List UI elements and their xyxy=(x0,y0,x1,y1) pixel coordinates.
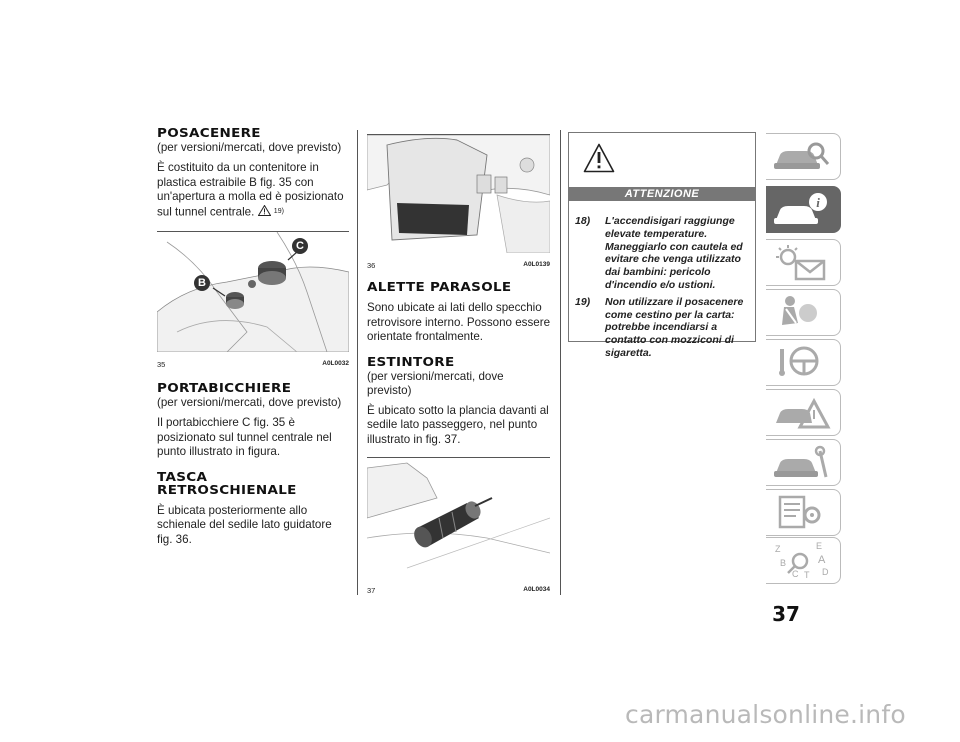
svg-text:D: D xyxy=(822,567,829,577)
light-envelope-icon xyxy=(772,243,832,281)
chapter-tab-dashboard[interactable] xyxy=(766,133,841,180)
warning-item-number: 19) xyxy=(575,295,591,308)
chapter-tab-knowing-car[interactable] xyxy=(766,186,841,233)
column-3 xyxy=(568,132,756,359)
tasca-heading-line2: RETROSCHIENALE xyxy=(157,483,297,498)
car-magnifier-icon xyxy=(772,137,832,175)
posacenere-ref: 19) xyxy=(273,207,284,215)
warning-item-19 xyxy=(575,296,751,360)
warning-item-18 xyxy=(575,215,751,292)
figure-35-code: A0L0032 xyxy=(322,360,349,368)
posacenere-body xyxy=(157,161,349,219)
warning-item-text: Non utilizzare il posacenere come cestino per la carta: potrebbe incendiarsi a contatto con mozziconi di sigaretta. xyxy=(605,295,744,359)
car-warning-triangle-icon xyxy=(772,393,832,431)
alphabet-magnifier-icon xyxy=(772,541,832,579)
car-info-icon xyxy=(772,190,832,228)
column-divider-right xyxy=(560,130,561,595)
steering-wheel-key-icon xyxy=(772,343,832,381)
posacenere-text: È costituito da un contenitore in plastica estraibile B fig. 35 con un'apertura a molla ed è posizionato sul tunnel centrale. xyxy=(157,161,344,218)
tasca-body: È ubicata posteriormente allo schienale del sedile lato guidatore fig. 36. xyxy=(157,503,332,546)
callout-b: B xyxy=(194,275,210,291)
alette-heading: ALETTE PARASOLE xyxy=(367,280,512,295)
figure-37-number: 37 xyxy=(367,586,376,595)
chapter-tab-safety[interactable] xyxy=(766,289,841,336)
watermark: carmanualsonline.info xyxy=(625,700,906,729)
svg-text:B: B xyxy=(780,558,787,568)
posacenere-subtitle: (per versioni/mercati, dove previsto) xyxy=(157,141,342,154)
estintore-body: È ubicato sotto la plancia davanti al sedile lato passeggero, nel punto illustrato in fig. 37. xyxy=(367,403,549,446)
chapter-tab-emergency[interactable] xyxy=(766,389,841,436)
chapter-tab-index[interactable] xyxy=(766,537,841,584)
portabicchiere-body: Il portabicchiere C fig. 35 è posizionato sul tunnel centrale nel punto illustrato in figura. xyxy=(157,416,332,459)
figure-37 xyxy=(367,457,550,595)
document-gear-icon xyxy=(772,493,832,531)
estintore-subtitle: (per versioni/mercati, dove previsto) xyxy=(367,369,504,397)
fire-extinguisher-illustration xyxy=(367,458,550,578)
svg-text:i: i xyxy=(816,195,820,210)
estintore-heading: ESTINTORE xyxy=(367,354,455,370)
chapter-tab-maintenance[interactable] xyxy=(766,439,841,486)
page-number: 37 xyxy=(772,602,800,626)
warning-box xyxy=(568,132,756,359)
figure-35-number: 35 xyxy=(157,360,166,370)
chapter-tab-starting-driving[interactable] xyxy=(766,339,841,386)
figure-37-code: A0L0034 xyxy=(523,586,550,593)
passenger-airbag-icon xyxy=(772,293,832,331)
car-wrench-icon xyxy=(772,443,832,481)
warning-triangle-icon xyxy=(258,205,274,218)
chapter-tab-lights-messages[interactable] xyxy=(766,239,841,286)
warning-triangle-icon xyxy=(583,143,615,178)
warning-item-number: 18) xyxy=(575,215,591,227)
figure-36-code: A0L0139 xyxy=(523,261,550,268)
tasca-heading-line1: TASCA xyxy=(157,470,208,485)
figure-35-caption xyxy=(157,360,349,369)
column-1 xyxy=(157,128,349,559)
ashtray-cupholder-illustration xyxy=(157,232,349,352)
svg-text:T: T xyxy=(804,570,810,579)
posacenere-heading: POSACENERE xyxy=(157,126,261,141)
figure-36-number: 36 xyxy=(367,261,376,270)
callout-c: C xyxy=(292,238,308,254)
figure-36-caption xyxy=(367,261,550,270)
portabicchiere-heading: PORTABICCHIERE xyxy=(157,381,292,396)
svg-text:Z: Z xyxy=(775,544,781,554)
column-2 xyxy=(367,134,550,605)
svg-text:C: C xyxy=(792,569,799,579)
alette-body: Sono ubicate ai lati dello specchio retrovisore interno. Possono essere orientate frontalmente. xyxy=(367,301,551,343)
column-divider-left xyxy=(357,130,358,595)
seat-back-pocket-illustration xyxy=(367,135,550,253)
svg-text:A: A xyxy=(818,554,826,566)
chapter-tab-technical-data[interactable] xyxy=(766,489,841,536)
svg-text:E: E xyxy=(816,541,823,551)
figure-35 xyxy=(157,231,349,369)
figure-36 xyxy=(367,134,550,270)
warning-title: ATTENZIONE xyxy=(569,187,755,201)
warning-list xyxy=(575,215,751,364)
figure-37-caption xyxy=(367,586,550,595)
portabicchiere-subtitle: (per versioni/mercati, dove previsto) xyxy=(157,396,342,410)
warning-item-text: L'accendisigari raggiunge elevate temperature. Maneggiarlo con cautela ed evitare che venga utilizzato dai bambini: pericolo d'incendio e/o ustioni. xyxy=(605,215,743,291)
